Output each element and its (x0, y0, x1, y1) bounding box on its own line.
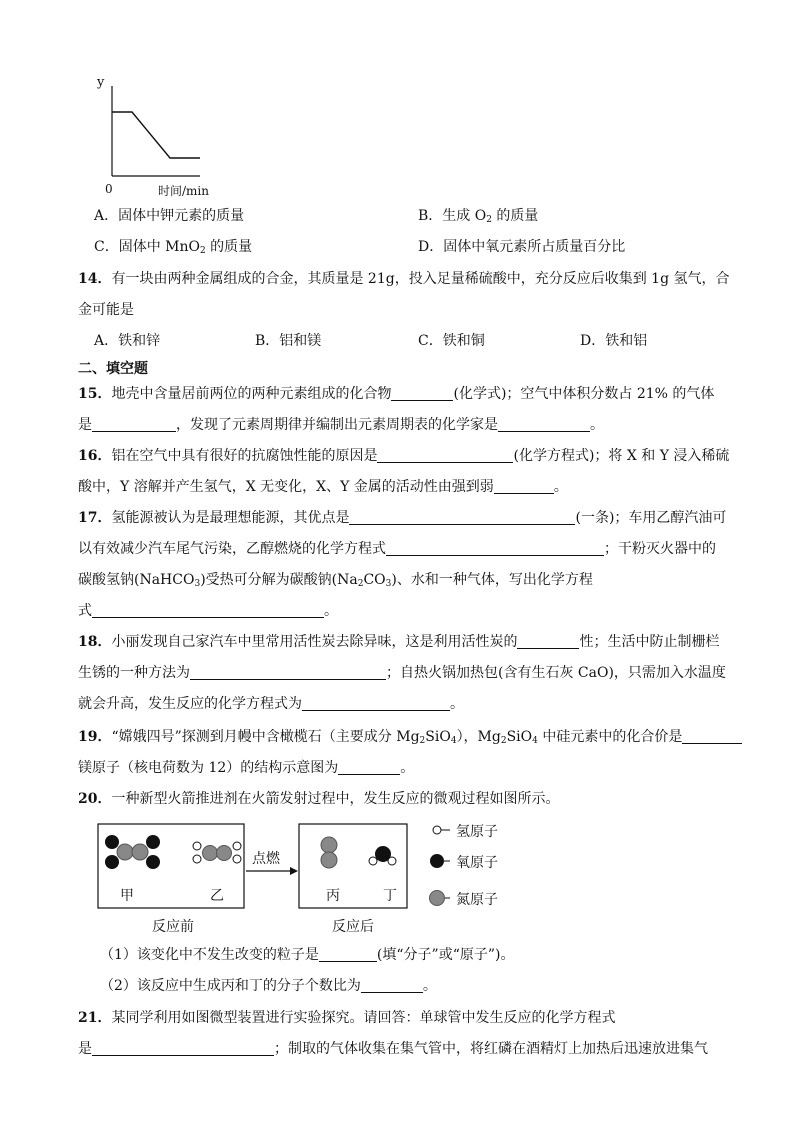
arrow-head (290, 867, 298, 875)
q13-option-b: B．生成 $O_2$ 的质量 (418, 208, 539, 225)
arrow-label: 点燃 (252, 851, 280, 867)
q19-line1: 19．“嫦娥四号”探测到月幔中含橄榄石（主要成分 $Mg_2SiO_4$），$Mg_2SiO_4$ 中硅元素中的化合价是 (78, 728, 742, 750)
section-title: 二、填空题 (78, 361, 148, 377)
q18-line2: 生锈的一种方法为 ；自热火锅加热包(含有生石灰 CaO)，只需加入水温度 (78, 665, 726, 681)
q17-blank3[interactable] (92, 603, 324, 618)
q15-line1: 15．地壳中含量居前两位的两种元素组成的化合物 (化学式)；空气中体积分数占 21% 的气体 (78, 386, 715, 402)
legend-oxygen: 氧原子 (456, 855, 498, 871)
label-ding: 丁 (383, 888, 397, 904)
q15-blank2[interactable] (92, 417, 176, 432)
legend (430, 826, 451, 906)
q16-line1: 16．铝在空气中具有很好的抗腐蚀性能的原因是 (化学方程式)；将 X 和 Y 浸入稀硫 (78, 448, 730, 464)
label-jia: 甲 (120, 888, 134, 904)
q20-line1: 20．一种新型火箭推进剂在火箭发射过程中，发生反应的微观过程如图所示。 (78, 791, 560, 807)
q14-option-c: C．铁和铜 (418, 333, 485, 349)
q13-option-d: D．固体中氧元素所占质量百分比 (418, 239, 626, 255)
q20-sub2: （2）该反应中生成丙和丁的分子个数比为 。 (100, 978, 437, 994)
q17-line2: 以有效减少汽车尾气污染，乙醇燃烧的化学方程式 ；干粉灭火器中的 (78, 541, 716, 557)
q20-blank2[interactable] (361, 978, 423, 993)
q17-line3: 碳酸氢钠(NaHCO$_3$)受热可分解为碳酸钠$(Na_2CO_3)$、水和一种气体，写出化学方程 (78, 572, 593, 589)
q14-line2: 金可能是 (78, 302, 134, 318)
q18-line3: 就会升高，发生反应的化学方程式为 。 (78, 696, 464, 712)
q15-blank3[interactable] (498, 417, 590, 432)
q14-option-a: A．铁和锌 (94, 333, 161, 349)
graph-curve (112, 112, 200, 158)
q19-blank1[interactable] (682, 729, 742, 744)
q17-blank2[interactable] (386, 541, 604, 556)
q15-line2: 是 ，发现了元素周期律并编制出元素周期表的化学家是 。 (78, 417, 604, 433)
q20-blank1[interactable] (319, 947, 377, 962)
label-before: 反应前 (152, 919, 194, 935)
q17-line4: 式 。 (78, 603, 338, 619)
q16-blank2[interactable] (494, 479, 554, 494)
legend-nitrogen: 氮原子 (456, 892, 498, 908)
q16-line2: 酸中，Y 溶解并产生氢气，X 无变化，X、Y 金属的活动性由强到弱 。 (78, 479, 568, 495)
q13-option-a: A．固体中钾元素的质量 (94, 208, 245, 224)
q13-option-c: C．固体中 MnO$_2$ 的质量 (94, 239, 253, 256)
q18-line1: 18．小丽发现自己家汽车中里常用活性炭去除异味，这是利用活性炭的 性；生活中防止制栅栏 (78, 634, 720, 650)
q21-blank1[interactable] (92, 1041, 274, 1056)
q17-blank1[interactable] (349, 510, 575, 525)
q21-line2: 是 ；制取的气体收集在集气管中，将红磷在酒精灯上加热后迅速放进集气 (78, 1041, 708, 1057)
q19-blank2[interactable] (338, 760, 400, 775)
graph-y-label: y (97, 75, 105, 90)
graph-origin-label: 0 (105, 182, 113, 196)
label-after: 反应后 (332, 919, 374, 935)
q14-option-d: D．铁和铝 (580, 333, 648, 349)
label-bing: 丙 (326, 888, 340, 904)
legend-hydrogen: 氢原子 (456, 824, 498, 840)
q16-blank1[interactable] (377, 448, 513, 463)
q14-line1: 14．有一块由两种金属组成的合金，其质量是 21g，投入足量稀硫酸中，充分反应后收集到 1g 氢气，合 (78, 271, 730, 287)
graph-x-label: 时间/min (158, 184, 209, 198)
q21-line1: 21．某同学利用如图微型装置进行实验探究。请回答：单球管中发生反应的化学方程式 (78, 1010, 616, 1026)
q18-blank1[interactable] (517, 634, 579, 649)
q17-line1: 17．氢能源被认为是最理想能源，其优点是 (一条)；车用乙醇汽油可 (78, 510, 727, 526)
q14-option-b: B．铝和镁 (255, 333, 322, 349)
q19-line2: 镁原子（核电荷数为 12）的结构示意图为 。 (78, 760, 415, 776)
q20-sub1: （1）该变化中不发生改变的粒子是 (填“分子”或“原子”)。 (100, 947, 515, 963)
label-yi: 乙 (210, 888, 224, 904)
q15-blank1[interactable] (391, 386, 453, 401)
q18-blank3[interactable] (302, 696, 450, 711)
q18-blank2[interactable] (190, 665, 386, 680)
